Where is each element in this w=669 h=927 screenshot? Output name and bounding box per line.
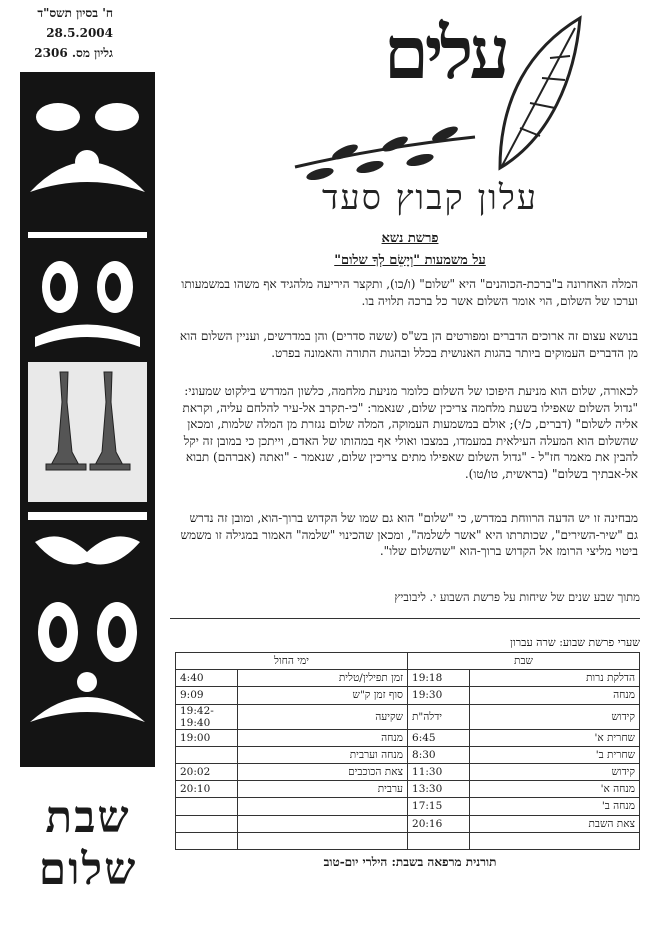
weekly-readers: שערי פרשת שבוע: שרה עברון (510, 636, 640, 649)
table-row (176, 746, 640, 763)
table-cell (469, 832, 639, 849)
divider (170, 618, 640, 619)
decorative-side-panel (20, 72, 155, 767)
table-row (176, 781, 640, 798)
table-cell: 19:00 (176, 729, 238, 746)
table-row (176, 729, 640, 746)
article-title: על משמעות "וְיָשֵׂם לְךָ שלום" (334, 253, 486, 268)
shabbat-shalom-greeting (18, 792, 158, 896)
article-source: מתוך שבע שנים של שיחות על פרשת השבוע י. ליבוביץ (394, 590, 640, 604)
table-cell (237, 832, 407, 849)
table-row (176, 763, 640, 780)
table-cell: מנחה (237, 729, 407, 746)
table-cell (176, 746, 238, 763)
table-cell: צאת הכוכבים (237, 763, 407, 780)
table-cell: מנחה (469, 687, 639, 704)
gregorian-date: 28.5.2004 (46, 26, 113, 40)
weekday-header: ימי החול (176, 653, 408, 670)
table-row (176, 832, 640, 849)
table-cell (176, 798, 238, 815)
ornament-icon (20, 72, 155, 767)
table-row (176, 687, 640, 704)
logo-title: עלים (383, 10, 507, 95)
table-cell: 8:30 (408, 746, 470, 763)
table-cell: זמן תפילין/טלית (237, 670, 407, 687)
table-cell: 9:09 (176, 687, 238, 704)
table-cell (176, 832, 238, 849)
article-paragraph: המלה האחרונה ב"ברכת-הכוהנים" היא "שלום" (ו/כו), ותקצר היריעה מלהגיד אף משהו במשמעותו וערכו של השלום, הוי אומר השלום אשר כל ברכה תלויה בו. (181, 277, 638, 308)
olive-branch-icon (290, 122, 480, 182)
table-row (176, 670, 640, 687)
table-row (176, 815, 640, 832)
table-cell (408, 832, 470, 849)
table-cell: שחרית א' (469, 729, 639, 746)
table-row (176, 704, 640, 729)
issue-number: גליון מס. 2306 (34, 46, 113, 60)
clinic-duty-note: תורנית מרפאה בשבת: הילרי יום-טוב (323, 855, 497, 869)
table-cell: שחרית ב' (469, 746, 639, 763)
table-cell: שקיעה (237, 704, 407, 729)
table-cell: צאת השבת (469, 815, 639, 832)
table-cell: 19:30 (408, 687, 470, 704)
table-cell: מנחה וערבית (237, 746, 407, 763)
shalom-word: שלום (38, 844, 138, 895)
table-cell: 19:18 (408, 670, 470, 687)
table-cell: הדלקת נרות (469, 670, 639, 687)
table-cell: 20:16 (408, 815, 470, 832)
table-cell: מנחה א' (469, 781, 639, 798)
prayer-times-table (175, 652, 640, 850)
logo-subtitle: עלון קבוץ סעד (321, 178, 539, 218)
table-cell: 20:10 (176, 781, 238, 798)
table-header-row (176, 653, 640, 670)
table-cell (176, 815, 238, 832)
table-cell: 4:40 (176, 670, 238, 687)
shabbat-header: שבת (408, 653, 640, 670)
parasha-title: פרשת נשא (381, 231, 439, 246)
table-cell: ערבית (237, 781, 407, 798)
article-paragraph: בנושא עצום זה ארוכים הדברים ומפורטים הן בש"ס (ששה סדרים) והן במדרשים, ועניין השלום הוא מן הדברים העמוקים ביותר בהגות האנושית בכלל ובהגות התורה והאמונה בפרט. (179, 329, 638, 360)
table-cell: 20:02 (176, 763, 238, 780)
table-cell: 13:30 (408, 781, 470, 798)
table-cell: מנחה ב' (469, 798, 639, 815)
table-cell: 6:45 (408, 729, 470, 746)
table-cell (237, 798, 407, 815)
table-cell: קידוש (469, 704, 639, 729)
article-paragraph: לכאורה, שלום הוא מניעת היפוכו של השלום כלומר מניעת מלחמה, כלשון המדרש בילקוט שמעוני: "גדול השלום שאפילו בשעת מלחמה צריכין שלום, שנאמר: "כי-תקרב אל-עיר להלחם עליה, וקראת אליה לשלום" (דברים, כ/י); אולם במשמעות העמוקה, המלה שלום נגזרת מן המלה שלמות, ומכאן שהשלום הוא המעלה העילאית במעמדו, במצבו ואולי אף במהותו של האדם, וייתכן כי במובן זה יקל להבין את מאמר חז"ל - "גדול השלום שאפילו מתים צריכין שלום, שנאמר - "ואתה (אברהם) תבוא אל-אבתיך בשלום" (בראשית, טו/טו). (182, 384, 638, 481)
table-cell: 17:15 (408, 798, 470, 815)
table-row (176, 798, 640, 815)
table-cell: 11:30 (408, 763, 470, 780)
table-cell: 19:42-19:40 (176, 704, 238, 729)
table-cell: ידלה"ת (408, 704, 470, 729)
table-cell (237, 815, 407, 832)
shabbat-word: שבת (45, 792, 131, 843)
table-cell: סוף זמן ק"ש (237, 687, 407, 704)
leaf-icon (480, 8, 590, 178)
table-cell: קידוש (469, 763, 639, 780)
hebrew-date: ח' בסיון תשס"ד (37, 6, 113, 20)
article-paragraph: מבחינה זו יש הדעה הרווחת במדרש, כי "שלום" הוא גם שמו של הקדוש ברוך-הוא, ומובן זה נדרש גם "שיר-השירים", שכותרתו היא "אשר לשלמה", ומכאן שהכינוי "שלמה" האמור במגילה זו משמש ביטוי מליצי הרומז אל הקדוש ברוך-הוא "שהשלום שלו". (180, 511, 638, 558)
